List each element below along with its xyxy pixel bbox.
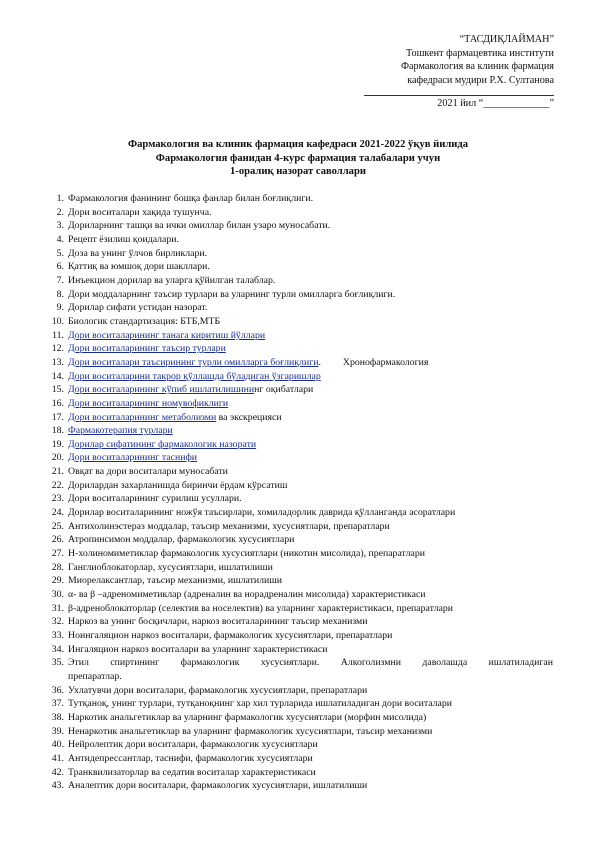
question-text: [68, 506, 553, 520]
question-item: [48, 547, 553, 561]
question-number: 29.: [51, 575, 64, 587]
question-number: 2.: [56, 206, 64, 218]
question-text: [68, 492, 553, 506]
question-number: 23.: [51, 493, 64, 505]
question-text: [68, 684, 553, 698]
question-text: [68, 574, 553, 588]
question-item: [48, 219, 553, 233]
question-text: [68, 615, 553, 629]
question-continuation: [48, 670, 553, 684]
question-item: [48, 656, 553, 670]
question-item: [48, 465, 553, 479]
question-item: [48, 684, 553, 698]
question-item: [48, 451, 553, 465]
question-number: 12.: [51, 343, 64, 355]
question-number: 34.: [51, 643, 64, 655]
question-label: Нейролептик дори воситалари, фармакологик хусусиятлари: [68, 739, 318, 751]
question-label: Наркотик анальгетиклар ва уларнинг фармакологик хусусиятлари (морфин мисолида): [68, 711, 427, 723]
question-item: [48, 506, 553, 520]
question-item: [48, 738, 553, 752]
question-tail: .: [318, 356, 321, 368]
question-label: Тутқаноқ, унинг турлари, тутқаноқнинг хар хил турларида ишлатиладиган дори воситалари: [68, 698, 453, 710]
question-label: β-адреноблокаторлар (селектив ва носелектив) ва уларнинг характеристикаси, препаратлари: [68, 602, 454, 614]
question-extra: Хронофармакология: [342, 356, 429, 368]
question-item: [48, 629, 553, 643]
question-number: 6.: [56, 261, 64, 273]
question-text: [68, 370, 553, 384]
question-item: [48, 288, 553, 302]
question-label: Дорилардан захарланишда биринчи ёрдам кўрсатиш: [68, 479, 288, 491]
question-item: [48, 602, 553, 616]
question-tail: нг оқибатлари: [254, 384, 314, 396]
heading-line-1: Фармакология ва клиник фармация кафедраси 2021-2022 ўқув йилида: [127, 139, 469, 150]
question-number: 16.: [51, 397, 64, 409]
question-number: 41.: [51, 752, 64, 764]
question-number: 43.: [51, 780, 64, 792]
question-label: Рецепт ёзилиш қоидалари.: [68, 233, 179, 245]
question-number: 30.: [51, 589, 64, 601]
question-link[interactable]: Дори воситаларининг номувофиклиги: [68, 397, 229, 409]
approval-date: 2021 йил “_____________”: [437, 98, 554, 110]
question-link[interactable]: Дори воситаларининг метаболизми: [68, 411, 217, 423]
question-text: [68, 411, 553, 425]
question-item: [48, 711, 553, 725]
question-link[interactable]: Дори воситаларининг таъсир турлари: [68, 343, 226, 355]
question-number: 21.: [51, 466, 64, 478]
question-item: [48, 206, 553, 220]
question-tail: ва экскрецияси: [216, 411, 282, 423]
question-number: 14.: [51, 370, 64, 382]
question-number: 27.: [51, 548, 64, 560]
question-label: Наркоз ва унинг босқичлари, наркоз воситаларининг таъсир механизми: [68, 616, 368, 628]
question-item: [48, 561, 553, 575]
question-number: 24.: [51, 507, 64, 519]
question-link[interactable]: Фармакотерапия турлари: [68, 425, 173, 437]
question-number: 38.: [51, 711, 64, 723]
question-text: [68, 356, 553, 370]
question-label: Этил спиртининг фармакологик хусусиятлари. Алкоголизмни даволашда ишлатиладиган: [68, 657, 553, 669]
question-link[interactable]: Дори воситаларининг таснифи: [68, 452, 198, 464]
question-number: 3.: [56, 220, 64, 232]
question-label: Атропинсимон моддалар, фармакологик хусусиятлари: [68, 534, 295, 546]
heading-line-2: Фармакология фанидан 4-курс фармация талабалари учун: [155, 152, 441, 164]
approval-head: кафедраси мудири Р.Х. Султанова: [407, 74, 554, 86]
signature-line: [364, 87, 554, 96]
question-number: 4.: [56, 233, 64, 245]
question-text: [68, 643, 553, 657]
question-label: Дорилар воситаларининг ножўя таъсирлари, хомиладорлик даврида қўлланганда асоратлари: [68, 507, 456, 519]
question-text: [68, 329, 553, 343]
question-number: 37.: [51, 698, 64, 710]
question-text: [68, 451, 553, 465]
question-item: [48, 192, 553, 206]
question-text: [68, 247, 553, 261]
question-text: [68, 383, 553, 397]
question-text: [68, 424, 553, 438]
question-text: [68, 342, 553, 356]
question-item: [48, 725, 553, 739]
question-link[interactable]: Дори воситаларининг кўпиб ишлатилишини: [68, 384, 255, 396]
question-text: [68, 288, 553, 302]
question-number: 17.: [51, 411, 64, 423]
question-number: 42.: [51, 766, 64, 778]
question-text: [68, 274, 553, 288]
question-item: [48, 383, 553, 397]
question-label: Дори воситаларининг сурилиш усуллари.: [68, 493, 242, 505]
question-label: Ненаркотик анальгетиклар ва уларнинг фармакологик хусусиятлари, таъсир механизми: [68, 725, 433, 737]
question-number: 26.: [51, 534, 64, 546]
question-label: Антидепрессантлар, таснифи, фармакологик хусусиятлари: [68, 752, 313, 764]
question-text: [68, 465, 553, 479]
question-label: Ухлатувчи дори воситалари, фармакологик хусусиятлари, препаратлари: [68, 684, 368, 696]
question-text: [68, 656, 553, 670]
question-link[interactable]: Дори воситалари таъсирининг турли омилларга боғлиқлиги: [68, 356, 319, 368]
question-label: Дори моддаларнинг таъсир турлари ва уларнинг турли омилларга боғлиқлиги.: [68, 288, 396, 300]
question-item: [48, 574, 553, 588]
question-number: 1.: [56, 193, 64, 204]
approval-block: [324, 33, 554, 111]
question-text: [68, 779, 553, 793]
question-item: [48, 766, 553, 780]
question-number: 5.: [56, 247, 64, 259]
question-number: 32.: [51, 616, 64, 628]
question-label: Доза ва унинг ўлчов бирликлари.: [68, 247, 208, 259]
question-item: [48, 520, 553, 534]
question-number: 39.: [51, 725, 64, 737]
question-item: [48, 588, 553, 602]
question-label: Ингаляцион наркоз воситалари ва уларнинг характеристикаси: [68, 643, 328, 655]
heading-line-3: 1-оралиқ назорат саволлари: [230, 166, 366, 177]
question-item: [48, 492, 553, 506]
question-text: [68, 438, 553, 452]
document-heading: [40, 138, 556, 179]
question-text: [68, 697, 553, 711]
question-label: Дориларнинг ташқи ва ички омиллар билан узаро муносабати.: [68, 220, 331, 232]
question-item: [48, 260, 553, 274]
question-text: [68, 725, 553, 739]
question-item: [48, 233, 553, 247]
question-number: 35.: [51, 657, 64, 669]
question-text: [68, 206, 553, 220]
question-continuation-text: препаратлар.: [68, 670, 122, 682]
question-item: [48, 301, 553, 315]
question-number: 20.: [51, 452, 64, 464]
question-item: [48, 356, 553, 370]
question-label: Инъекцион дорилар ва уларга қўйилган талаблар.: [68, 274, 276, 286]
question-label: Н-холиномиметиклар фармакологик хусусиятлари (никотин мисолида), препаратлари: [68, 548, 425, 560]
question-number: 15.: [51, 384, 64, 396]
question-label: Ноингаляцион наркоз воситалари, фармакологик хусусиятлари, препаратлари: [68, 630, 393, 641]
question-text: [68, 479, 553, 493]
question-item: [48, 697, 553, 711]
question-label: Қаттиқ ва юмшоқ дори шакллари.: [68, 261, 210, 273]
question-text: [68, 766, 553, 780]
question-label: Транквилизаторлар ва седатив воситалар характеристикаси: [68, 766, 316, 778]
question-label: Овқат ва дори воситалари муносабати: [68, 466, 228, 478]
question-item: [48, 370, 553, 384]
question-number: 36.: [51, 684, 64, 696]
question-item: [48, 247, 553, 261]
question-text: [68, 315, 553, 329]
question-number: 10.: [51, 315, 64, 327]
question-number: 19.: [51, 438, 64, 450]
question-item: [48, 438, 553, 452]
approval-department: Фармакология ва клиник фармация: [400, 61, 554, 73]
question-text: [68, 752, 553, 766]
question-text: [68, 219, 553, 233]
question-label: Миорелаксантлар, таъсир механизми, ишлатилиши: [68, 575, 283, 587]
question-text: [68, 233, 553, 247]
question-item: [48, 479, 553, 493]
question-label: Ганглиоблокаторлар, хусусиятлари, ишлатилиши: [68, 561, 273, 573]
question-label: α- ва β –адреномиметиклар (адреналин ва норадреналин мисолида) характеристикаси: [68, 589, 426, 601]
question-item: [48, 424, 553, 438]
question-label: Антихолинэстераз моддалар, таъсир механизми, хусусиятлари, препаратлари: [68, 520, 390, 532]
question-text: [68, 397, 553, 411]
question-number: 33.: [51, 630, 64, 641]
question-number: 28.: [51, 561, 64, 573]
question-text: [68, 547, 553, 561]
question-number: 7.: [56, 274, 64, 286]
question-item: [48, 615, 553, 629]
question-item: [48, 342, 553, 356]
question-item: [48, 329, 553, 343]
question-text: [68, 533, 553, 547]
question-text: [68, 711, 553, 725]
question-text: [68, 738, 553, 752]
question-link[interactable]: Дори воситаларини такрор қўллашда бўладиган ўзгаришлар: [68, 370, 321, 382]
question-text: [68, 588, 553, 602]
question-label: Фармакология фанининг бошқа фанлар билан боғлиқлиги.: [68, 193, 314, 204]
question-text: [68, 192, 553, 206]
question-item: [48, 397, 553, 411]
question-number: 13.: [51, 356, 64, 368]
question-number: 22.: [51, 479, 64, 491]
approval-institute: Тошкент фармацевтика институти: [406, 47, 554, 59]
question-number: 9.: [56, 302, 64, 314]
question-label: Дори воситалари хақида тушунча.: [68, 206, 212, 218]
question-link[interactable]: Дорилар сифатининг фармакологик назорати: [68, 438, 257, 450]
question-number: 25.: [51, 520, 64, 532]
question-text: [68, 629, 553, 643]
question-number: 31.: [51, 602, 64, 614]
question-text: [68, 602, 553, 616]
question-link[interactable]: Дори воситаларининг танага киритиш йўллари: [68, 329, 266, 341]
question-number: 8.: [56, 288, 64, 300]
question-text: [68, 520, 553, 534]
question-label: Биологик стандартизация: БТБ,МТБ: [68, 315, 221, 327]
question-text: [68, 301, 553, 315]
question-number: 40.: [51, 739, 64, 751]
question-item: [48, 315, 553, 329]
question-number: 11.: [52, 329, 64, 341]
question-label: Аналептик дори воситалари, фармакологик хусусиятлари, ишлатилиши: [68, 780, 368, 792]
question-item: [48, 752, 553, 766]
question-item: [48, 411, 553, 425]
approval-title: “ТАСДИҚЛАЙМАН”: [459, 34, 554, 45]
question-number: 18.: [51, 425, 64, 437]
question-item: [48, 533, 553, 547]
question-item: [48, 274, 553, 288]
question-item: [48, 779, 553, 793]
question-item: [48, 643, 553, 657]
question-text: [68, 561, 553, 575]
question-text: [68, 260, 553, 274]
questions-list: [48, 192, 553, 793]
question-label: Дорилар сифати устидан назорат.: [68, 302, 208, 314]
